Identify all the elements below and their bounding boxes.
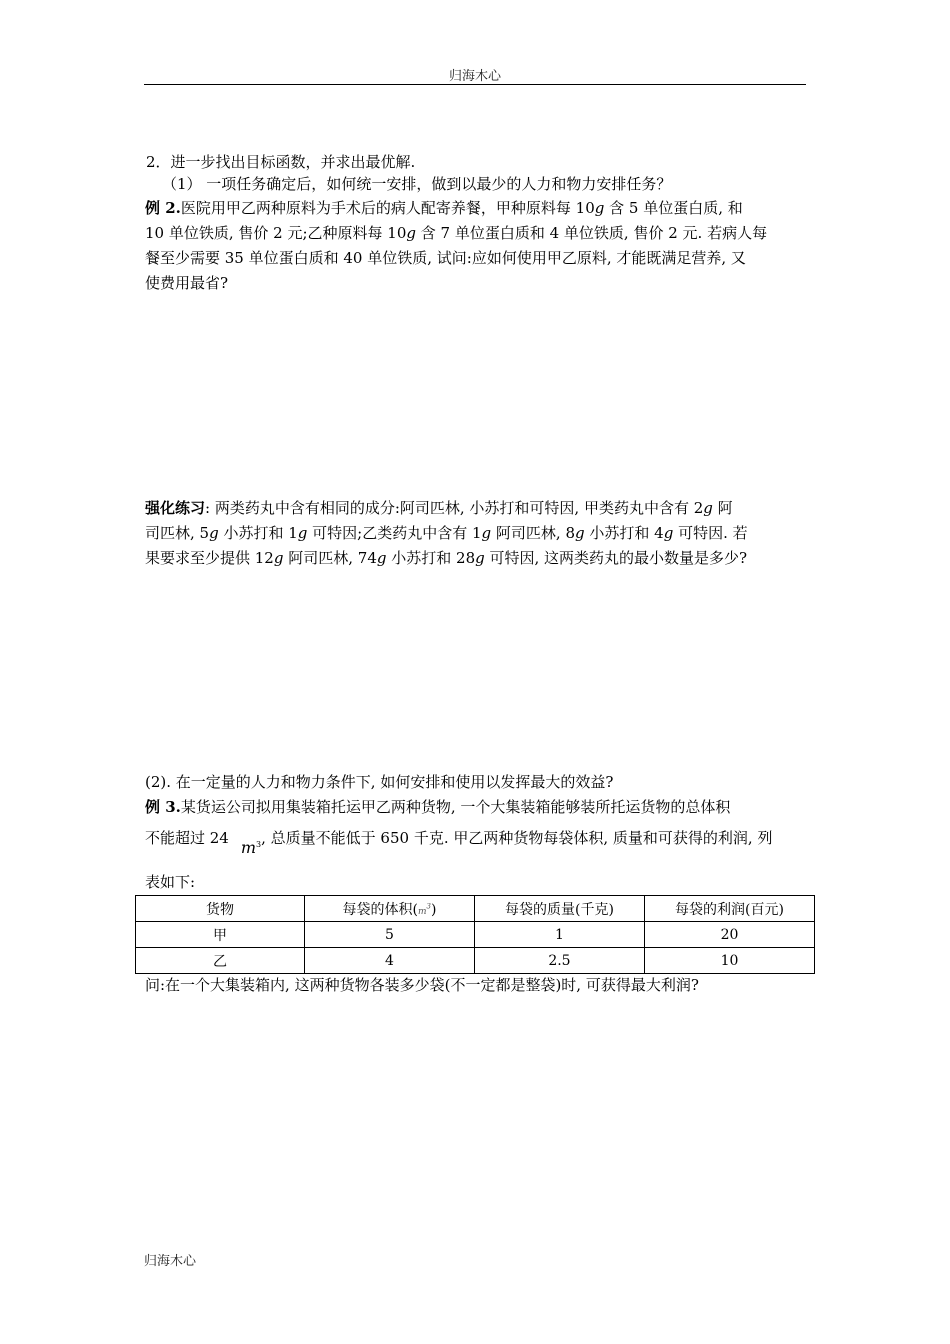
section-2b-title: (2). 在一定量的人力和物力条件下, 如何安排和使用以发挥最大的效益? (145, 773, 614, 791)
table-header-mass: 每袋的质量(千克) (474, 896, 644, 922)
example-3-line-3: 表如下: (145, 873, 196, 891)
example-3-question: 问:在一个大集装箱内, 这两种货物各装多少袋(不一定都是整袋)时, 可获得最大利润? (145, 976, 699, 994)
example-2-line-1: 例 2.医院用甲乙两种原料为手术后的病人配寄养餐，甲种原料每 10g 含 5 单位蛋白质, 和 (145, 199, 743, 217)
page-footer: 归海木心 (144, 1254, 197, 1269)
table-cell-mass: 1 (474, 922, 644, 948)
example-2-line-3: 餐至少需要 35 单位蛋白质和 40 单位铁质, 试问:应如何使用甲乙原料, 才能既满足营养, 又 (145, 249, 746, 267)
example-2-line-4: 使费用最省? (145, 274, 229, 292)
exercise-line-3: 果要求至少提供 12g 阿司匹林, 74g 小苏打和 28g 可特因, 这两类药丸的最小数量是多少? (145, 549, 748, 567)
table-header-profit: 每袋的利润(百元) (644, 896, 814, 922)
section-2-subitem-1: （1） 一项任务确定后，如何统一安排，做到以最少的人力和物力安排任务？ (162, 175, 672, 193)
example-2-line-2: 10 单位铁质, 售价 2 元;乙种原料每 10g 含 7 单位蛋白质和 4 单位铁质, 售价 2 元. 若病人每 (145, 224, 768, 242)
table-cell-profit: 20 (644, 922, 814, 948)
goods-table (135, 895, 815, 974)
table-header-row (136, 896, 815, 922)
table-header-goods: 货物 (136, 896, 305, 922)
page-header: 归海木心 (448, 69, 501, 84)
cubic-meter-unit: $m^3$ (240, 838, 262, 857)
section-2-title: 2．进一步找出目标函数，并求出最优解. (146, 153, 416, 171)
table-cell-goods: 乙 (136, 948, 305, 974)
table-cell-profit: 10 (644, 948, 814, 974)
header-rule (144, 84, 806, 85)
table-cell-volume: 5 (304, 922, 474, 948)
table-cell-mass: 2.5 (474, 948, 644, 974)
exercise-label: 强化练习 (145, 499, 206, 517)
exercise-line-1: 强化练习: 两类药丸中含有相同的成分:阿司匹林, 小苏打和可特因, 甲类药丸中含有 2g 阿 (145, 499, 733, 517)
example-3-line-2: 不能超过 24 $m^3$, 总质量不能低于 650 千克. 甲乙两种货物每袋体积, 质量和可获得的利润, 列 (145, 829, 773, 857)
example-3-line-1: 例 3.某货运公司拟用集装箱托运甲乙两种货物, 一个大集装箱能够装所托运货物的总体积 (145, 798, 731, 816)
example-2-label: 例 2. (145, 199, 181, 217)
table-row (136, 948, 815, 974)
exercise-line-2: 司匹林, 5g 小苏打和 1g 可特因;乙类药丸中含有 1g 阿司匹林, 8g 小苏打和 4g 可特因. 若 (145, 524, 748, 542)
table-row (136, 922, 815, 948)
example-3-label: 例 3. (145, 798, 181, 816)
table-cell-volume: 4 (304, 948, 474, 974)
table-cell-goods: 甲 (136, 922, 305, 948)
table-header-volume: 每袋的体积$(m^3)$ (304, 896, 474, 922)
